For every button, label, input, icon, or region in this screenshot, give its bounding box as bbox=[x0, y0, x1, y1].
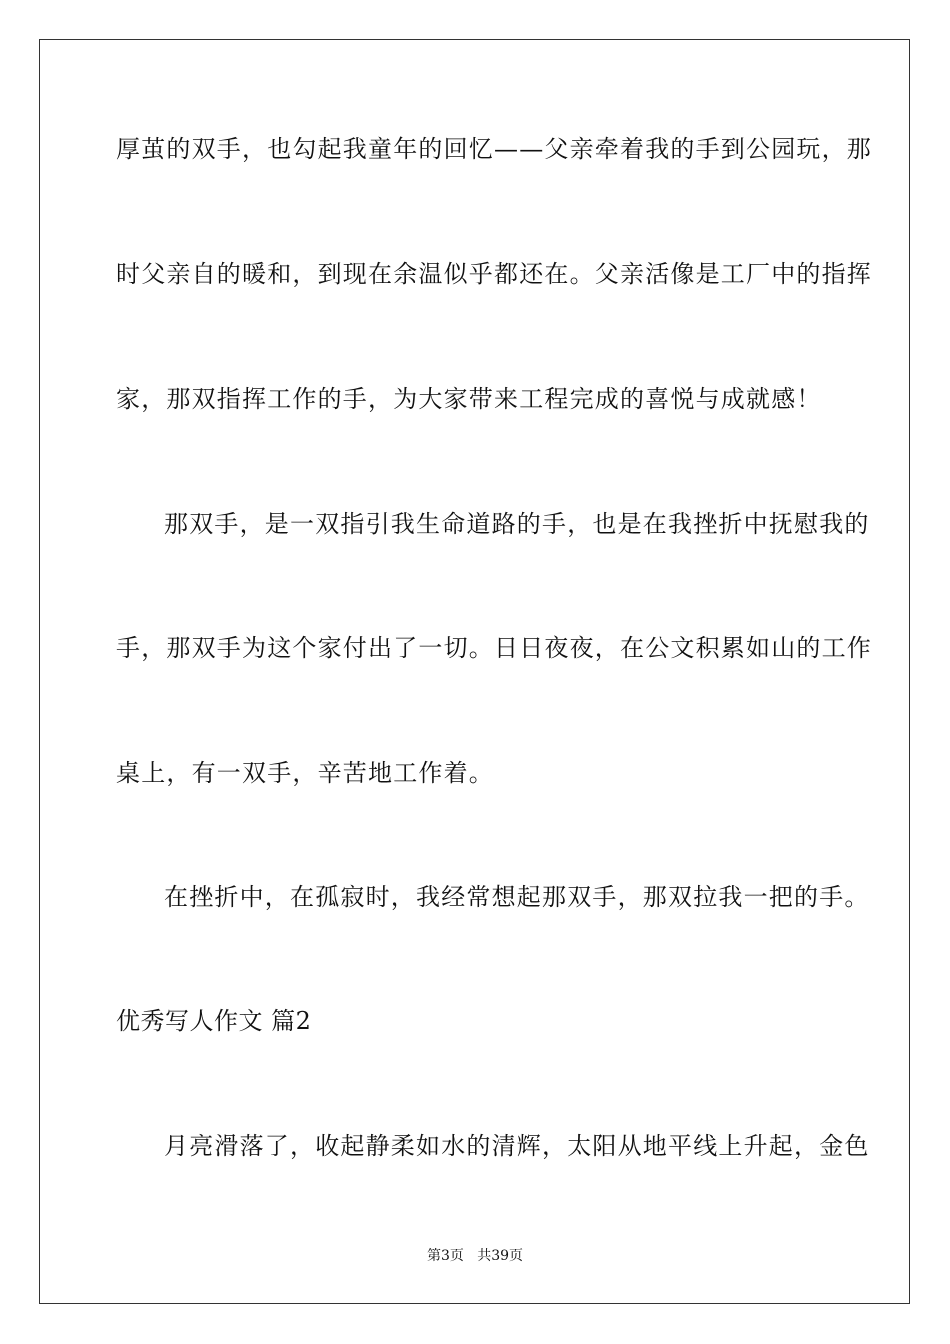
page-border bbox=[39, 39, 910, 1304]
text-line-9: 月亮滑落了，收起静柔如水的清辉，太阳从地平线上升起，金色 bbox=[164, 1132, 870, 1160]
text-line-5: 手，那双手为这个家付出了一切。日日夜夜，在公文积累如山的工作 bbox=[116, 634, 872, 662]
section-heading: 优秀写人作文 篇2 bbox=[116, 1007, 312, 1035]
page-number-footer: 第3页 共39页 bbox=[426, 1248, 524, 1264]
text-line-6: 桌上，有一双手，辛苦地工作着。 bbox=[116, 759, 494, 787]
text-line-7: 在挫折中，在孤寂时，我经常想起那双手，那双拉我一把的手。 bbox=[164, 883, 870, 911]
text-line-3: 家，那双指挥工作的手，为大家带来工程完成的喜悦与成就感！ bbox=[116, 385, 822, 413]
text-line-2: 时父亲自的暖和，到现在余温似乎都还在。父亲活像是工厂中的指挥 bbox=[116, 260, 872, 288]
text-line-1: 厚茧的双手，也勾起我童年的回忆——父亲牵着我的手到公园玩，那 bbox=[116, 135, 872, 163]
text-line-4: 那双手，是一双指引我生命道路的手，也是在我挫折中抚慰我的 bbox=[164, 510, 870, 538]
